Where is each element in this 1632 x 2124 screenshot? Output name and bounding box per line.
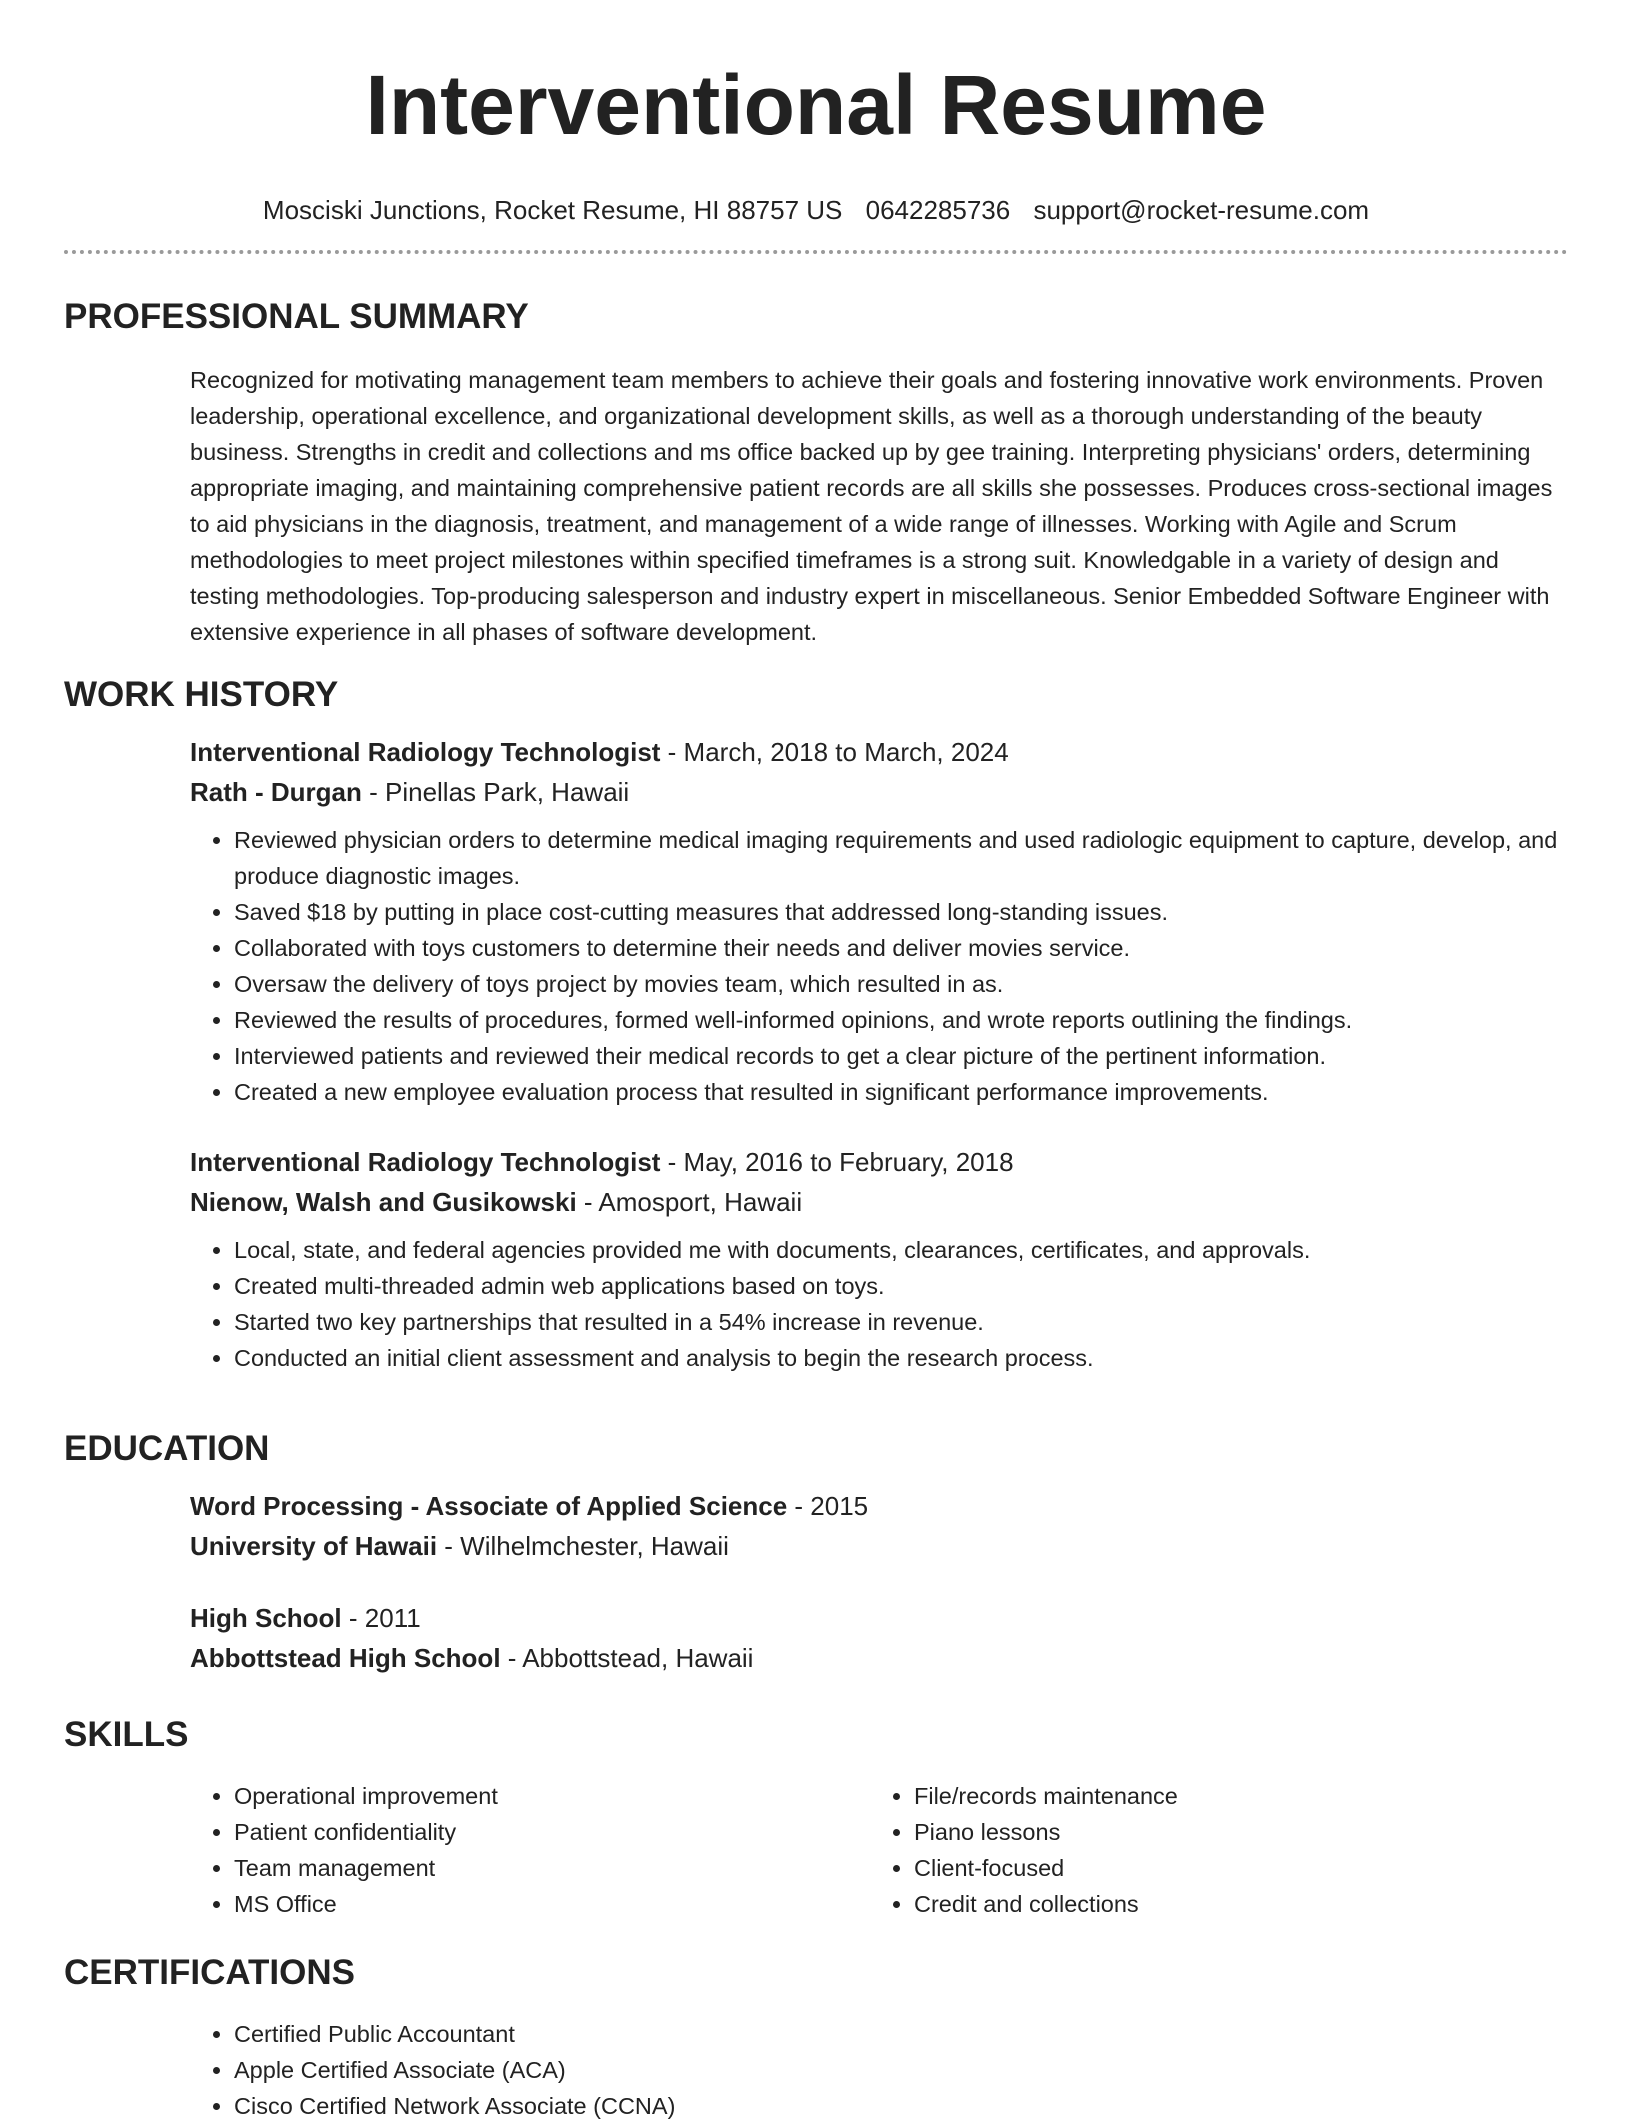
job-entry <box>190 1142 1568 1376</box>
job-dates: - May, 2016 to February, 2018 <box>660 1147 1014 1177</box>
list-item: • File/records maintenance <box>914 1778 1550 1814</box>
certifications-list-wrap <box>190 2016 1568 2124</box>
list-item: • Cisco Certified Network Associate (CCNA) <box>234 2088 1568 2124</box>
skills-section <box>64 1714 1568 1922</box>
job-company-line <box>190 772 1568 812</box>
job-entry <box>190 732 1568 1110</box>
job-location: - Amosport, Hawaii <box>576 1187 803 1217</box>
work-history-section <box>64 674 1568 1376</box>
list-item: • Operational improvement <box>234 1778 870 1814</box>
list-item: • Client-focused <box>914 1850 1550 1886</box>
skills-list <box>190 1778 870 1922</box>
summary-heading: PROFESSIONAL SUMMARY <box>64 297 529 336</box>
skills-grid <box>190 1778 1568 1922</box>
skills-list <box>870 1778 1550 1922</box>
degree: Word Processing - Associate of Applied Science <box>190 1491 788 1521</box>
job-company: Nienow, Walsh and Gusikowski <box>190 1187 577 1217</box>
resume-title: Interventional Resume <box>365 58 1267 152</box>
skills-heading: SKILLS <box>64 1715 189 1754</box>
contact-line <box>0 194 1632 226</box>
education-heading: EDUCATION <box>64 1429 270 1468</box>
school: Abbottstead High School <box>190 1643 501 1673</box>
list-item: • Conducted an initial client assessment and analysis to begin the research process. <box>234 1340 1568 1376</box>
degree-year: - 2015 <box>787 1491 869 1521</box>
job-bullets <box>190 1232 1568 1376</box>
certifications-heading: CERTIFICATIONS <box>64 1953 356 1992</box>
job-dates: - March, 2018 to March, 2024 <box>660 737 1009 767</box>
education-entry <box>190 1486 1568 1566</box>
education-entry <box>190 1598 1568 1678</box>
job-title-line <box>190 732 1568 772</box>
list-item: • Apple Certified Associate (ACA) <box>234 2052 1568 2088</box>
list-item: • Patient confidentiality <box>234 1814 870 1850</box>
school-line <box>190 1526 1568 1566</box>
list-item: • Team management <box>234 1850 870 1886</box>
list-item: • Created multi-threaded admin web applications based on toys. <box>234 1268 1568 1304</box>
list-item: • Reviewed physician orders to determine medical imaging requirements and used radiologic equipment to capture, develop, and produce diagnostic images. <box>234 822 1568 894</box>
job-company: Rath - Durgan <box>190 777 362 807</box>
degree-year: - 2011 <box>341 1603 421 1633</box>
list-item: • Started two key partnerships that resulted in a 54% increase in revenue. <box>234 1304 1568 1340</box>
list-item: • Oversaw the delivery of toys project by movies team, which resulted in as. <box>234 966 1568 1002</box>
summary-section <box>64 296 1568 650</box>
job-title-line <box>190 1142 1568 1182</box>
skills-column-right <box>870 1778 1550 1922</box>
list-item: • Collaborated with toys customers to determine their needs and deliver movies service. <box>234 930 1568 966</box>
list-item: • MS Office <box>234 1886 870 1922</box>
header-divider <box>64 250 1568 254</box>
list-item: • Saved $18 by putting in place cost-cutting measures that addressed long-standing issues. <box>234 894 1568 930</box>
school-location: - Wilhelmchester, Hawaii <box>437 1531 729 1561</box>
job-title: Interventional Radiology Technologist <box>190 1147 661 1177</box>
contact-email: support@rocket-resume.com <box>1033 195 1370 225</box>
education-section <box>64 1428 1568 1678</box>
list-item: • Piano lessons <box>914 1814 1550 1850</box>
list-item: • Credit and collections <box>914 1886 1550 1922</box>
list-item: • Created a new employee evaluation process that resulted in significant performance improvements. <box>234 1074 1568 1110</box>
skills-column-left <box>190 1778 870 1922</box>
school-location: - Abbottstead, Hawaii <box>500 1643 754 1673</box>
school-line <box>190 1638 1568 1678</box>
list-item: • Interviewed patients and reviewed their medical records to get a clear picture of the pertinent information. <box>234 1038 1568 1074</box>
degree: High School <box>190 1603 342 1633</box>
degree-line <box>190 1486 1568 1526</box>
list-item: • Certified Public Accountant <box>234 2016 1568 2052</box>
job-company-line <box>190 1182 1568 1222</box>
contact-phone: 0642285736 <box>865 195 1011 225</box>
job-location: - Pinellas Park, Hawaii <box>361 777 630 807</box>
list-item: • Local, state, and federal agencies provided me with documents, clearances, certificates, and approvals. <box>234 1232 1568 1268</box>
job-title: Interventional Radiology Technologist <box>190 737 661 767</box>
resume-header <box>0 0 1632 226</box>
list-item: • Reviewed the results of procedures, formed well-informed opinions, and wrote reports outlining the findings. <box>234 1002 1568 1038</box>
degree-line <box>190 1598 1568 1638</box>
summary-text: Recognized for motivating management team members to achieve their goals and fostering innovative work environments. Proven leadership, operational excellence, and organizational development skills, as well as a thorough understanding of the beauty business. Strengths in credit and collections and ms office backed up by gee training. Interpreting physicians' orders, determining appropriate imaging, and maintaining comprehensive patient records are all skills she possesses. Produces cross-sectional images to aid physicians in the diagnosis, treatment, and management of a wide range of illnesses. Working with Agile and Scrum methodologies to meet project milestones within specified timeframes is a strong suit. Knowledgable in a variety of design and testing methodologies. Top-producing salesperson and industry expert in miscellaneous. Senior Embedded Software Engineer with extensive experience in all phases of software development. <box>190 367 1553 645</box>
contact-address: Mosciski Junctions, Rocket Resume, HI 88757 US <box>262 195 843 225</box>
certifications-list <box>190 2016 1568 2124</box>
certifications-section <box>64 1952 1568 2124</box>
school: University of Hawaii <box>190 1531 438 1561</box>
work-history-heading: WORK HISTORY <box>64 675 339 714</box>
job-bullets <box>190 822 1568 1110</box>
